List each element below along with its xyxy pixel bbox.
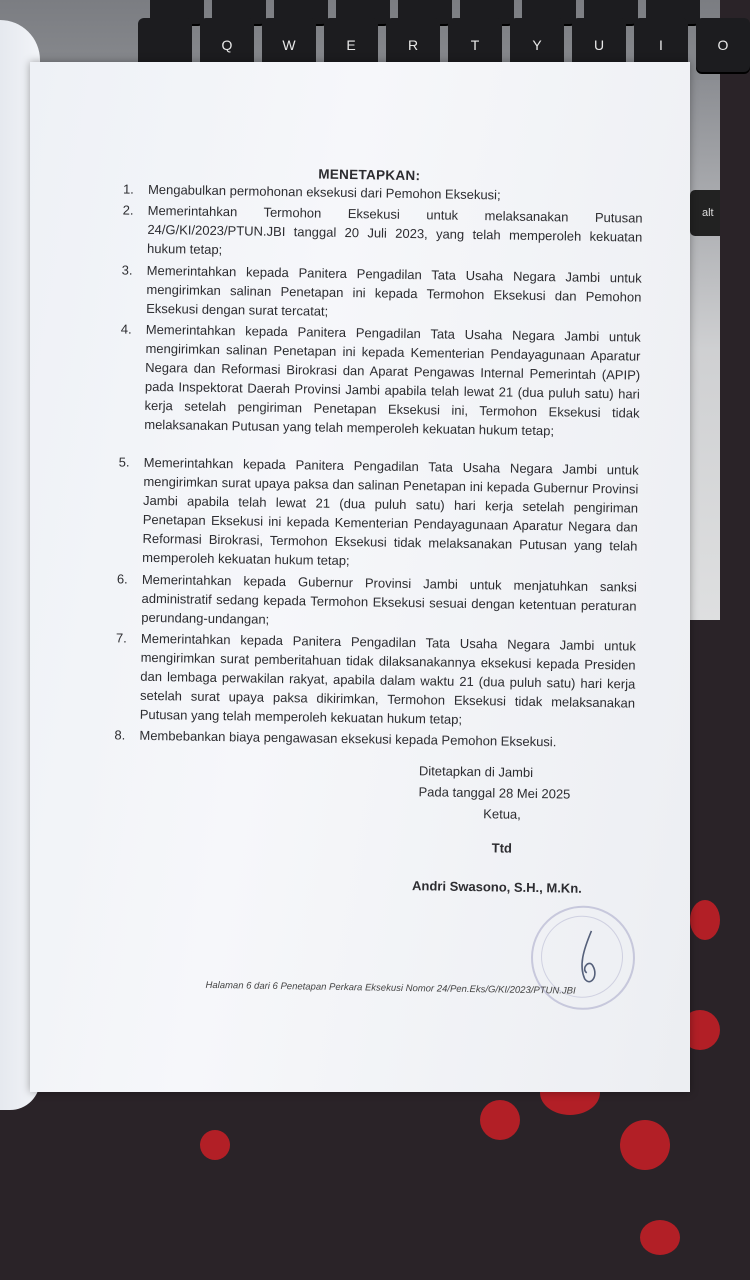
laptop-side: [690, 80, 720, 620]
item-text: Membebankan biaya pengawasan eksekusi kepada Pemohon Eksekusi.: [139, 727, 557, 750]
item-number: 1.: [122, 181, 134, 197]
signature-ttd: Ttd: [491, 840, 513, 856]
item-text: Memerintahkan Termohon Eksekusi untuk melaksanakan Putusan 24/G/KI/2023/PTUN.JBI tanggal 20 Juli 2023, yang telah memperoleh kekuatan hukum tetap;: [146, 202, 643, 258]
list-item: [121, 260, 642, 325]
signatory-name: Andri Swasono, S.H., M.Kn.: [411, 878, 582, 896]
fabric-dot: [640, 1220, 680, 1255]
document-heading: MENETAPKAN:: [318, 166, 421, 184]
list-item: [122, 200, 643, 265]
item-number: 6.: [116, 571, 128, 587]
item-text: Memerintahkan kepada Panitera Pengadilan Tata Usaha Negara Jambi untuk mengirimkan salinan Penetapan ini kepada Kementerian Pendayagunaan Aparatur Negara dan Reformasi Birokrasi dan Aparat Pengawas Internal Pemerintah (APIP) pada Inspektorat Daerah Provinsi Jambi apabila telah lewat 21 (dua puluh satu) hari kerja setelah pengiriman Penetapan Eksekusi ini, Termohon Eksekusi tidak melaksanakan Putusan yang telah memperoleh kekuatan hukum tetap;: [144, 321, 641, 439]
key-e: E: [324, 18, 378, 72]
item-number: 2.: [122, 202, 134, 218]
signature-role: Ketua,: [483, 806, 521, 822]
key-q: Q: [200, 18, 254, 72]
fabric-dot: [200, 1130, 230, 1160]
document-content: [14, 62, 690, 1102]
handwritten-signature: [560, 920, 621, 991]
item-number: 3.: [121, 262, 133, 278]
document-page: [30, 62, 690, 1092]
fabric-dot: [480, 1100, 520, 1140]
key-u: U: [572, 18, 626, 72]
key-t: T: [448, 18, 502, 72]
key-i: I: [634, 18, 688, 72]
key-y: Y: [510, 18, 564, 72]
list-item: [119, 319, 641, 441]
item-text: Mengabulkan permohonan eksekusi dari Pemohon Eksekusi;: [147, 181, 501, 203]
key-alt: alt: [690, 190, 720, 236]
fabric-dot: [620, 1120, 670, 1170]
signature-date: Pada tanggal 28 Mei 2025: [418, 784, 571, 802]
item-number: 8.: [114, 727, 126, 743]
key-w: W: [262, 18, 316, 72]
item-number: 4.: [120, 321, 132, 337]
page-footer: Halaman 6 dari 6 Penetapan Perkara Eksekusi Nomor 24/Pen.Eks/G/KI/2023/PTUN.JBI: [205, 979, 576, 997]
item-text: Memerintahkan kepada Gubernur Provinsi Jambi untuk menjatuhkan sanksi administratif sedang kepada Termohon Eksekusi sesuai dengan ketentuan peraturan perundang-undangan;: [141, 571, 637, 627]
fabric-dot: [690, 900, 720, 940]
item-number: 5.: [118, 454, 130, 470]
key-r: R: [386, 18, 440, 72]
list-item: [115, 628, 636, 731]
list-item: [117, 452, 639, 574]
item-text: Memerintahkan kepada Panitera Pengadilan Tata Usaha Negara Jambi untuk mengirimkan surat upaya paksa dan salinan Penetapan ini kepada Gubernur Provinsi Jambi apabila telah lewat 21 (dua puluh satu) hari kerja setelah pengiriman Penetapan Eksekusi ini kepada Kementerian Pendayagunaan Aparatur Negara dan Reformasi Birokrasi, Termohon Eksekusi tidak melaksanakan Putusan yang telah memperoleh kekuatan hukum tetap;: [142, 454, 639, 569]
key-o: O: [696, 18, 750, 72]
item-number: 7.: [115, 630, 127, 646]
signature-place: Ditetapkan di Jambi: [418, 763, 534, 780]
list-item: [116, 569, 637, 634]
item-text: Memerintahkan kepada Panitera Pengadilan Tata Usaha Negara Jambi untuk mengirimkan salinan Penetapan ini kepada Termohon Eksekusi dan Pemohon Eksekusi dengan surat tercatat;: [146, 262, 642, 319]
item-text: Memerintahkan kepada Panitera Pengadilan Tata Usaha Negara Jambi untuk mengirimkan surat pemberitahuan tidak dilaksanakannya eksekusi kepada Presiden dan lembaga perwakilan rakyat, apabila dalam waktu 21 (dua puluh satu) hari kerja setelah surat upaya paksa dikirimkan, Termohon Eksekusi tidak melaksanakan Putusan yang telah memperoleh kekuatan hukum tetap;: [139, 630, 637, 727]
